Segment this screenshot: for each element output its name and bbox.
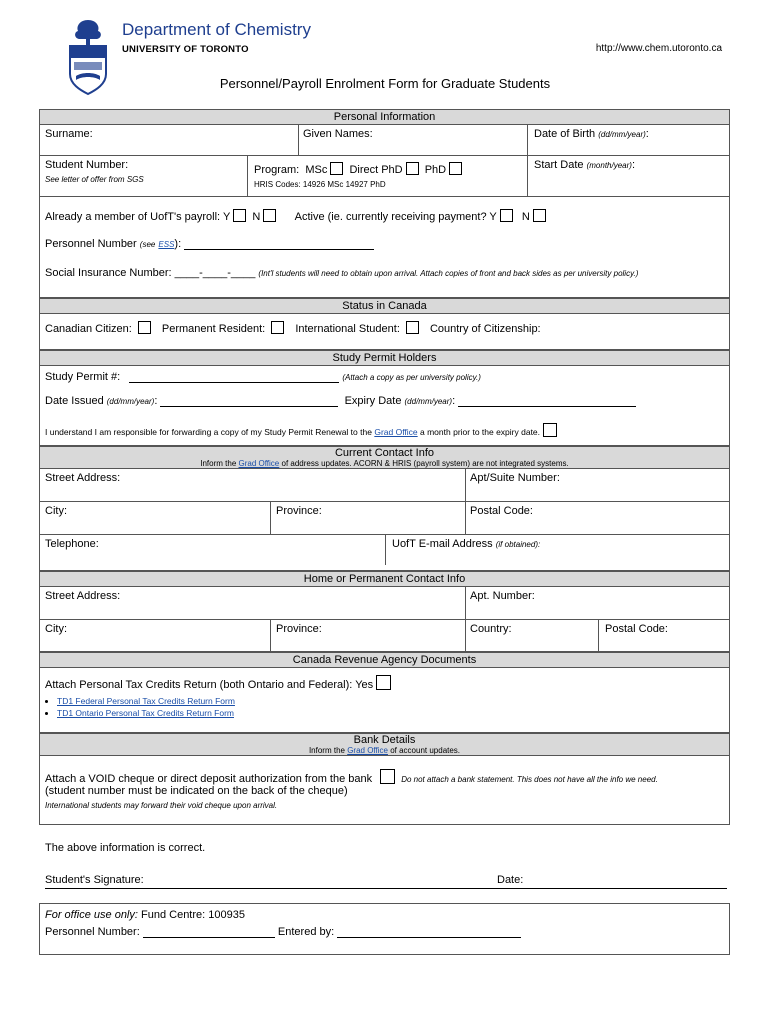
start-date-hint: (month/year) (586, 161, 632, 170)
payroll-no-checkbox[interactable] (263, 209, 276, 222)
phd-checkbox[interactable] (449, 162, 462, 175)
permanent-resident-checkbox[interactable] (271, 321, 284, 334)
office-use-label: For office use only: (45, 909, 138, 921)
dob-hint: (dd/mm/year) (598, 130, 646, 139)
personnel-number-label: Personnel Number (45, 238, 137, 250)
void-cheque-label: Attach a VOID cheque or direct deposit authorization from the bank (45, 773, 373, 785)
current-note-post: of address updates. ACORN & HRIS (payroll system) are not integrated systems. (281, 459, 569, 468)
payroll-member-question (45, 209, 549, 223)
payroll-yes-checkbox[interactable] (233, 209, 246, 222)
date-issued-label: Date Issued (45, 395, 104, 407)
section-title-bank: Bank Details (353, 734, 416, 746)
program-options (254, 162, 465, 176)
void-cheque-row (45, 769, 658, 785)
home-contact-section (39, 571, 730, 652)
start-date-label: Start Date (534, 159, 584, 171)
section-title-permit: Study Permit Holders (40, 351, 729, 366)
section-title-personal: Personal Information (40, 110, 729, 125)
country-of-citizenship-label: Country of Citizenship: (429, 323, 541, 335)
university-name: UNIVERSITY OF TORONTO (122, 44, 249, 55)
home-postal-label[interactable]: Postal Code: (605, 623, 668, 635)
grad-office-link[interactable]: Grad Office (238, 459, 280, 468)
study-permit-note: (Attach a copy as per university policy.) (342, 373, 481, 382)
start-date-field[interactable]: Start Date (month/year): (534, 159, 636, 171)
entered-by-label: Entered by: (277, 926, 335, 938)
bank-note-post: of account updates. (390, 746, 461, 755)
surname-label: Surname: (45, 128, 93, 140)
msc-checkbox[interactable] (330, 162, 343, 175)
td1-federal-link[interactable]: TD1 Federal Personal Tax Credits Return Form (57, 696, 235, 706)
personnel-close-text: ): (174, 238, 182, 250)
section-title-home: Home or Permanent Contact Info (40, 572, 729, 587)
current-contact-section (39, 446, 730, 571)
study-permit-row (45, 371, 481, 383)
void-cheque-checkbox[interactable] (380, 769, 395, 784)
active-question-label: Active (ie. currently receiving payment? Y (294, 211, 497, 223)
current-city-label[interactable]: City: (45, 505, 67, 517)
office-personnel-label: Personnel Number: (45, 926, 140, 938)
section-title-cra: Canada Revenue Agency Documents (40, 653, 729, 668)
canadian-citizen-label: Canadian Citizen: (45, 323, 132, 335)
understand-text-end: a month prior to the expiry date. (420, 427, 541, 437)
expiry-date-label: Expiry Date (344, 395, 402, 407)
email-hint: (if obtained): (495, 540, 541, 549)
td1-ontario-link[interactable]: TD1 Ontario Personal Tax Credits Return Form (57, 708, 234, 718)
ess-link[interactable]: ESS (158, 240, 175, 249)
tax-credit-row (45, 675, 394, 691)
student-number-note: (student number must be indicated on the back of the cheque) (45, 785, 348, 797)
international-student-checkbox[interactable] (406, 321, 419, 334)
hris-codes: HRIS Codes: 14926 MSc 14927 PhD (254, 180, 386, 189)
grad-office-link[interactable]: Grad Office (347, 746, 388, 755)
form-title: Personnel/Payroll Enrolment Form for Graduate Students (219, 76, 551, 91)
information-correct-statement: The above information is correct. (45, 842, 206, 854)
td1-ontario-item (57, 708, 235, 718)
msc-label: MSc (305, 164, 328, 176)
sin-note: (Int'l students will need to obtain upon arrival. Attach copies of front and back sides as per university policy.) (258, 269, 639, 278)
active-yes-checkbox[interactable] (500, 209, 513, 222)
office-use-row (45, 909, 245, 921)
status-section (39, 298, 730, 350)
home-province-label[interactable]: Province: (276, 623, 322, 635)
study-permit-input[interactable] (129, 382, 339, 383)
permit-dates-row: Date Issued (dd/mm/year): Expiry Date (dd/mm/year): (45, 395, 636, 407)
section-title-current: Current Contact Info (334, 447, 435, 459)
office-personnel-input[interactable] (143, 937, 275, 938)
intl-void-cheque-note: International students may forward their void cheque upon arrival. (45, 801, 278, 810)
understand-text: I understand I am responsible for forwarding a copy of my Study Permit Renewal to the (45, 427, 372, 437)
program-label: Program: (254, 164, 300, 176)
current-street-label[interactable]: Street Address: (45, 472, 121, 484)
permanent-resident-label: Permanent Resident: (161, 323, 266, 335)
email-field[interactable] (392, 538, 540, 550)
date-of-birth-field[interactable]: Date of Birth (dd/mm/year): (534, 128, 649, 140)
study-permit-section (39, 350, 730, 446)
signature-date-label: Date: (497, 874, 524, 886)
home-street-label[interactable]: Street Address: (45, 590, 121, 602)
bank-section (39, 733, 730, 825)
grad-office-link[interactable]: Grad Office (374, 427, 418, 437)
payroll-question-label: Already a member of UofT's payroll: Y (45, 211, 231, 223)
no-bank-statement-note: Do not attach a bank statement. This does not have all the info we need. (401, 775, 658, 784)
current-apt-label[interactable]: Apt/Suite Number: (470, 472, 560, 484)
entered-by-input[interactable] (337, 937, 521, 938)
cra-section (39, 652, 730, 733)
current-province-label[interactable]: Province: (276, 505, 322, 517)
expiry-date-input[interactable] (458, 406, 636, 407)
international-student-label: International Student: (295, 323, 400, 335)
sin-row (45, 267, 638, 279)
tax-credit-yes-checkbox[interactable] (376, 675, 391, 690)
current-postal-label[interactable]: Postal Code: (470, 505, 533, 517)
current-contact-header (40, 447, 729, 469)
date-issued-input[interactable] (160, 406, 338, 407)
home-city-label[interactable]: City: (45, 623, 67, 635)
date-issued-hint: (dd/mm/year) (106, 397, 155, 406)
personnel-number-input[interactable] (184, 249, 374, 250)
permit-responsibility (45, 423, 560, 437)
bank-note-pre: Inform the (308, 746, 345, 755)
bank-note (40, 746, 729, 755)
office-personnel-row (45, 926, 521, 938)
td1-form-links (45, 694, 235, 720)
signature-line[interactable] (45, 888, 727, 889)
student-signature-label: Student's Signature: (45, 874, 144, 886)
current-contact-note (40, 459, 729, 468)
personal-information-section (39, 109, 730, 298)
active-no-checkbox[interactable] (533, 209, 546, 222)
phd-label: PhD (424, 164, 447, 176)
given-names-label: Given Names: (303, 128, 373, 140)
personnel-number-row (45, 238, 374, 250)
student-number-hint: See letter of offer from SGS (45, 175, 144, 184)
direct-phd-checkbox[interactable] (406, 162, 419, 175)
section-title-status: Status in Canada (40, 299, 729, 314)
tax-credit-label: Attach Personal Tax Credits Return (both Ontario and Federal): Yes (45, 679, 374, 691)
personnel-see-text: (see (139, 240, 156, 249)
student-number-label: Student Number: (45, 159, 129, 171)
email-label: UofT E-mail Address (392, 538, 493, 550)
website-url: http://www.chem.utoronto.ca (595, 43, 722, 54)
department-name: Department of Chemistry (122, 20, 311, 39)
dob-label: Date of Birth (534, 128, 596, 140)
expiry-date-hint: (dd/mm/year) (404, 397, 453, 406)
home-country-label[interactable]: Country: (470, 623, 512, 635)
telephone-label[interactable]: Telephone: (45, 538, 99, 550)
direct-phd-label: Direct PhD (349, 164, 403, 176)
home-apt-label[interactable]: Apt. Number: (470, 590, 535, 602)
office-use-box (39, 903, 730, 955)
current-note-pre: Inform the (200, 459, 237, 468)
payroll-no-label: N (252, 211, 261, 223)
status-options (45, 321, 541, 335)
fund-centre: Fund Centre: 100935 (141, 909, 245, 921)
active-no-label: N (521, 211, 530, 223)
sin-label[interactable]: Social Insurance Number: ____-____-____ (45, 267, 256, 279)
bank-header (40, 734, 729, 756)
study-permit-label: Study Permit #: (45, 371, 121, 383)
understand-checkbox[interactable] (543, 423, 557, 437)
canadian-citizen-checkbox[interactable] (138, 321, 151, 334)
td1-federal-item (57, 696, 235, 706)
